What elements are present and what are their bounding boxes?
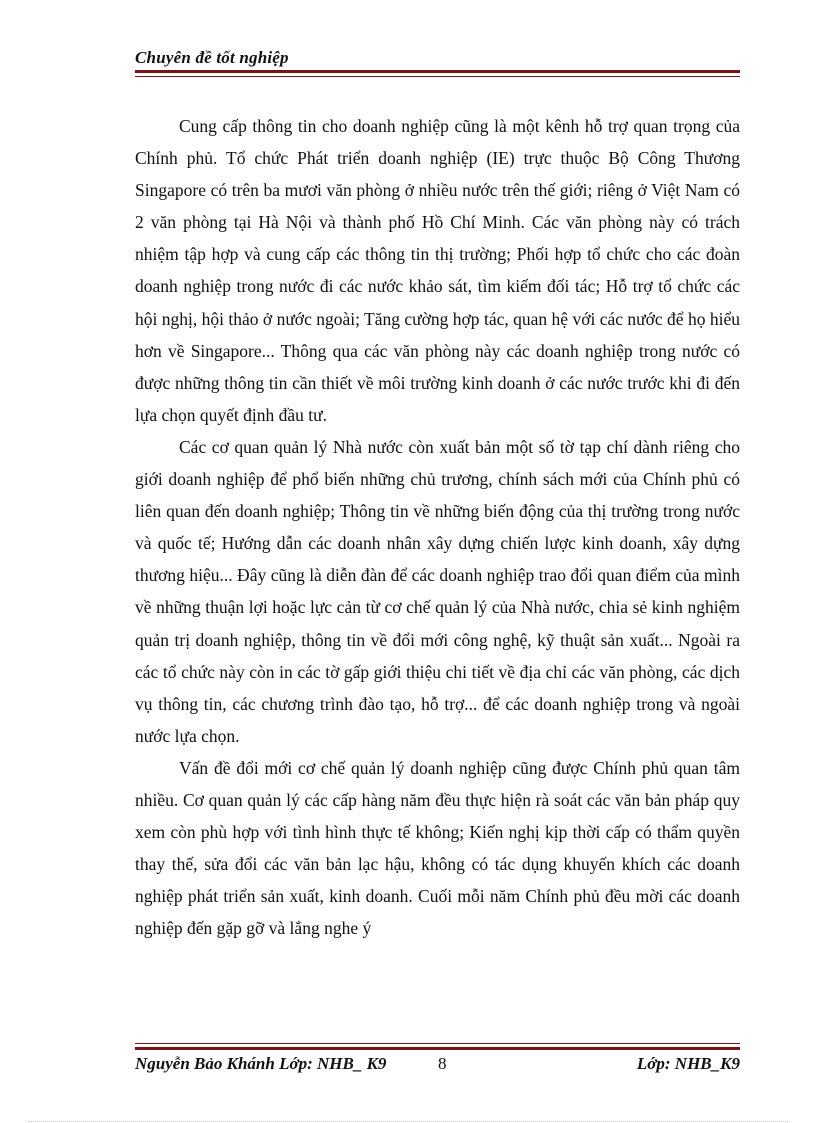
footer-rule-thick xyxy=(135,1047,740,1050)
footer-rule-thin xyxy=(135,1043,740,1044)
footer-author-class: Nguyễn Bảo Khánh Lớp: NHB_ K9 xyxy=(135,1054,387,1073)
header-title: Chuyên đề tốt nghiệp xyxy=(135,48,289,67)
paragraph-publications: Các cơ quan quản lý Nhà nước còn xuất bản một số tờ tạp chí dành riêng cho giới doanh nghiệp để phổ biến những chủ trương, chính sách mới của Chính phủ có liên quan đến doanh nghiệp; Thông tin về những biến động của thị trường trong nước và quốc tế; Hướng dẫn các doanh nhân xây dựng chiến lược kinh doanh, xây dựng thương hiệu... Đây cũng là diễn đàn để các doanh nghiệp trao đổi quan điểm của mình về những thuận lợi hoặc lực cản từ cơ chế quản lý của Nhà nước, chia sẻ kinh nghiệm quản trị doanh nghiệp, thông tin về đổi mới công nghệ, kỹ thuật sản xuất... Ngoài ra các tổ chức này còn in các tờ gấp giới thiệu chi tiết về địa chỉ các văn phòng, các dịch vụ thông tin, các chương trình đào tạo, hỗ trợ... để các doanh nghiệp trong và ngoài nước lựa chọn. xyxy=(135,436,740,746)
page-bottom-dotted-line xyxy=(28,1121,788,1122)
footer-class-label: Lớp: NHB_K9 xyxy=(636,1054,740,1073)
document-body xyxy=(135,110,740,944)
footer xyxy=(135,1054,740,1078)
header-rule-thin xyxy=(135,76,740,77)
header-rule-thick xyxy=(135,70,740,73)
page-number: 8 xyxy=(438,1054,447,1073)
paragraph-info-services: Cung cấp thông tin cho doanh nghiệp cũng là một kênh hỗ trợ quan trọng của Chính phủ. Tổ chức Phát triển doanh nghiệp (IE) trực thuộc Bộ Công Thương Singapore có trên ba mươi văn phòng ở nhiều nước trên thế giới; riêng ở Việt Nam có 2 văn phòng tại Hà Nội và thành phố Hồ Chí Minh. Các văn phòng này có trách nhiệm tập hợp và cung cấp các thông tin thị trường; Phối hợp tổ chức cho các đoàn doanh nghiệp trong nước đi các nước khảo sát, tìm kiếm đối tác; Hỗ trợ tổ chức các hội nghị, hội thảo ở nước ngoài; Tăng cường hợp tác, quan hệ với các nước để họ hiểu hơn về Singapore... Thông qua các văn phòng này các doanh nghiệp trong nước có được những thông tin cần thiết về môi trường kinh doanh ở các nước trước khi đi đến lựa chọn quyết định đầu tư. xyxy=(135,116,740,425)
paragraph-management-reform: Vấn đề đổi mới cơ chế quản lý doanh nghiệp cũng được Chính phủ quan tâm nhiều. Cơ quan quản lý các cấp hàng năm đều thực hiện rà soát các văn bản pháp quy xem còn phù hợp với tình hình thực tế không; Kiến nghị kịp thời cấp có thẩm quyền thay thế, sửa đổi các văn bản lạc hậu, không có tác dụng khuyến khích các doanh nghiệp phát triển sản xuất, kinh doanh. Cuối mỗi năm Chính phủ đều mời các doanh nghiệp đến gặp gỡ và lắng nghe ý xyxy=(135,757,740,939)
